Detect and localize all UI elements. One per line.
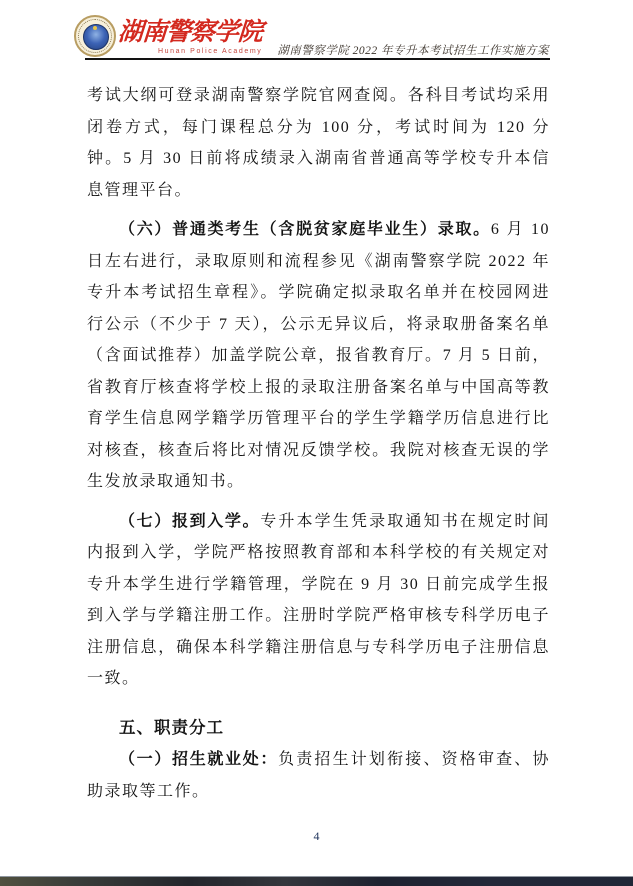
paragraph-lead-bold: （六）普通类考生（含脱贫家庭毕业生）录取。 <box>119 221 491 238</box>
police-badge-icon <box>74 15 116 57</box>
badge-star-icon <box>93 26 97 30</box>
paragraph-text: 负责招生计划衔接、资格审查、协助录取等工作。 <box>87 751 550 800</box>
paragraph-lead-bold: （七）报到入学。 <box>119 512 261 530</box>
section-heading-text: 五、职责分工 <box>119 718 224 737</box>
section-heading-duties <box>87 713 550 745</box>
document-body <box>87 80 550 807</box>
paragraph-text: 专升本学生凭录取通知书在规定时间内报到入学，学院严格按照教育部和本科学校的有关规定对专升本学生进行学籍管理，学院在 9 月 30 日前完成学生报到入学与学籍注册工作。注册时学院严格审核专科学历电子注册信息，确保本科学籍注册信息与专科学历电子注册信息一致。 <box>87 512 550 687</box>
paragraph-general-admission <box>87 214 550 498</box>
screen-bottom-edge <box>0 876 633 886</box>
page-number: 4 <box>313 829 320 843</box>
header-rule <box>85 58 550 60</box>
paragraph-enrollment <box>87 506 550 695</box>
paragraph-text: 考试大纲可登录湖南警察学院官网查阅。各科目考试均采用闭卷方式，每门课程总分为 100 分，考试时间为 120 分钟。5 月 30 日前将成绩录入湖南省普通高等学校专升本信息管理平台。 <box>87 87 550 199</box>
logo-english-name: Hunan Police Academy <box>158 48 263 55</box>
header-document-title: 湖南警察学院 2022 年专升本考试招生工作实施方案 <box>277 45 549 57</box>
paragraph-admissions-office <box>87 744 550 807</box>
paragraph-exam-outline <box>87 80 550 206</box>
logo-calligraphy-name: 湖南警察学院 <box>117 17 264 46</box>
paragraph-text: 6 月 10 日左右进行，录取原则和流程参见《湖南警察学院 2022 年专升本考试招生章程》。学院确定拟录取名单并在校园网进行公示（不少于 7 天），公示无异议后，将录取册备案名单（含面试推荐）加盖学院公章，报省教育厅。7 月 5 日前，省教育厅核查将学校上报的录取注册备案名单与中国高等教育学生信息网学籍学历管理平台的学生学籍学历信息进行比对核查，核查后将比对情况反馈学校。我院对核查无误的学生发放录取通知书。 <box>87 221 550 490</box>
paragraph-lead-bold: （一）招生就业处： <box>119 751 279 768</box>
